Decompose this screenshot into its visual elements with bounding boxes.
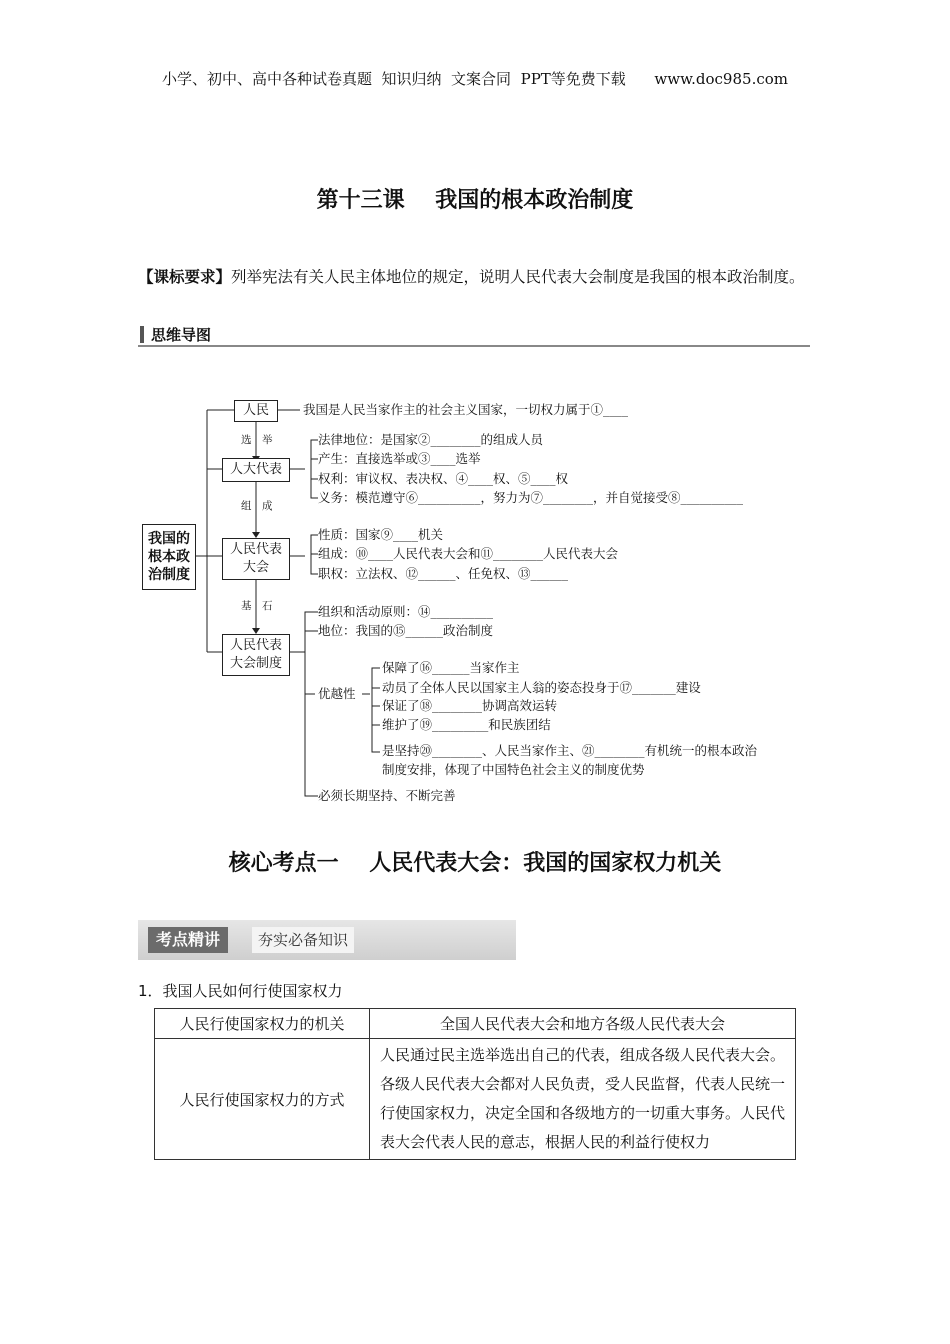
youyuexing-label: 优越性 xyxy=(318,686,356,701)
zhidu-line: 地位：我国的⑮______政治制度 xyxy=(318,623,494,638)
last-line: 必须长期坚持、不断完善 xyxy=(318,788,456,803)
youyue-line: 保障了⑯______当家作主 xyxy=(382,660,520,675)
zhidu-line: 组织和活动原则：⑭__________ xyxy=(318,604,494,619)
table-cell: 人民行使国家权力的方式 xyxy=(155,1039,370,1160)
youyue-line: 维护了⑲_________和民族团结 xyxy=(382,717,551,732)
edge-label-jishi: 基 xyxy=(241,600,252,612)
youyue-line: 制度安排，体现了中国特色社会主义的制度优势 xyxy=(382,762,645,777)
node-label: 人民代表 xyxy=(229,542,282,557)
dahui-line: 性质：国家⑨____机关 xyxy=(318,527,444,542)
root-line: 我国的 xyxy=(148,531,190,547)
edge-label-xuanju: 举 xyxy=(262,434,273,446)
daibiao-line: 产生：直接选举或③____选举 xyxy=(318,451,481,466)
youyue-line: 是坚持⑳________、人民当家作主、㉑________有机统一的根本政治 xyxy=(382,743,758,758)
lesson-title: 第十三课 我国的根本政治制度 xyxy=(316,188,634,213)
table-cell: 全国人民代表大会和地方各级人民代表大会 xyxy=(370,1009,796,1039)
daibiao-line: 义务：模范遵守⑥__________，努力为⑦________，并自觉接受⑧__________ xyxy=(318,490,744,505)
mindmap-heading: 思维导图 xyxy=(151,326,212,344)
section-banner xyxy=(138,920,516,960)
table-cell: 人民行使国家权力的机关 xyxy=(155,1009,370,1039)
root-line: 根本政 xyxy=(148,549,190,565)
edge-label-xuanju: 选 xyxy=(241,434,252,446)
section-title: 核心考点一 人民代表大会：我国的国家权力机关 xyxy=(228,851,722,876)
edge-label-zucheng: 组 xyxy=(241,500,252,512)
requirement-label: 【课标要求】 xyxy=(138,268,232,286)
dahui-line: 职权：立法权、⑫______、任免权、⑬______ xyxy=(318,566,569,581)
node-label: 人大代表 xyxy=(229,462,282,477)
node-label: 大会制度 xyxy=(229,656,282,671)
daibiao-line: 权利：审议权、表决权、④____权、⑤____权 xyxy=(318,471,569,486)
knowledge-table xyxy=(154,1008,796,1160)
banner-label: 考点精讲 xyxy=(148,927,228,953)
root-line: 治制度 xyxy=(148,567,190,583)
node-renmin: 人民 xyxy=(234,400,278,422)
youyue-line: 保证了⑱________协调高效运转 xyxy=(382,698,558,713)
youyue-line: 动员了全体人民以国家主人翁的姿态投身于⑰_______建设 xyxy=(382,680,701,695)
page-header: 小学、初中、高中各种试卷真题 知识归纳 文案合同 PPT等免费下载 www.doc985.com xyxy=(161,70,788,88)
table-row xyxy=(155,1009,796,1039)
edge-label-jishi: 石 xyxy=(262,600,273,612)
daibiao-line: 法律地位：是国家②________的组成人员 xyxy=(318,432,544,447)
edge-label-zucheng: 成 xyxy=(262,500,273,512)
node-zhidu xyxy=(222,634,290,676)
dahui-line: 组成：⑩____人民代表大会和⑪________人民代表大会 xyxy=(318,546,619,561)
node-rendadaibiao xyxy=(222,458,290,482)
renmin-text: 我国是人民当家作主的社会主义国家，一切权力属于①____ xyxy=(303,402,629,417)
node-rendadahui xyxy=(222,538,290,580)
node-label: 大会 xyxy=(242,560,269,575)
table-row xyxy=(155,1039,796,1160)
root-node xyxy=(142,524,196,590)
requirement-text: 列举宪法有关人民主体地位的规定，说明人民代表大会制度是我国的根本政治制度。 xyxy=(231,268,805,286)
node-label: 人民代表 xyxy=(229,638,282,653)
banner-subtitle: 夯实必备知识 xyxy=(252,927,354,953)
table-cell: 人民通过民主选举选出自己的代表，组成各级人民代表大会。各级人民代表大会都对人民负责，受人民监督，代表人民统一行使国家权力，决定全国和各级地方的一切重大事务。人民代表大会代表人民的意志，根据人民的利益行使权力 xyxy=(370,1039,796,1160)
question-heading: 1．我国人民如何行使国家权力 xyxy=(138,982,343,1000)
